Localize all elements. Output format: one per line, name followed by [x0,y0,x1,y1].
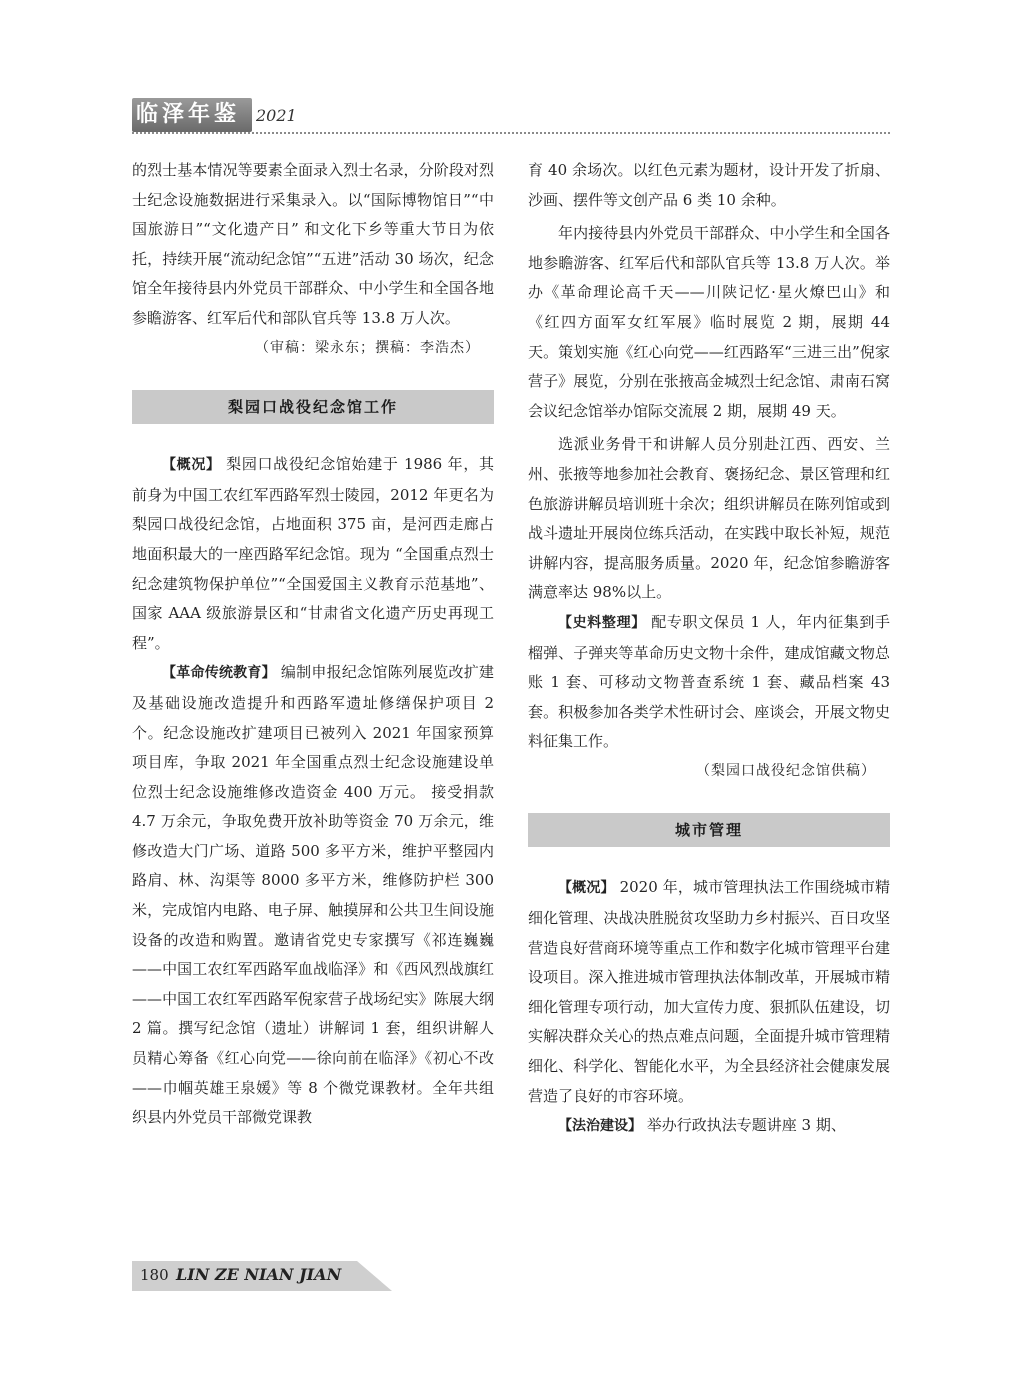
paragraph-lead: 【概况】 [558,880,615,897]
paragraph: 育 40 余场次。以红色元素为题材，设计开发了折扇、沙画、摆件等文创产品 6 类 10 余种。 [528,161,890,209]
paragraph-lead: 【革命传统教育】 [162,665,276,682]
paragraph-lead: 【史料整理】 [558,614,646,631]
paragraph: 年内接待县内外党员干部群众、中小学生和全国各地参瞻游客、红军后代和部队官兵等 13.8 万人次。举办《革命理论高千天——川陕记忆·星火燎巴山》和《红四方面军女红军展》临时展览 2 期，展期 44 天。策划实施《红心向党——红西路军“三进三出”倪家营子》展览，分别在张掖高金城烈士纪念馆、肃南石窝会议纪念馆举办馆际交流展 2 期，展期 49 天。 [528,224,890,420]
header-year: 2021 [256,106,297,125]
paragraph-text: 编制申报纪念馆陈列展览改扩建及基础设施改造提升和西路军遗址修缮保护项目 2 个。纪念设施改扩建项目已被列入 2021 年国家预算项目库，争取 2021 年全国重点烈士纪念设施建设单位烈士纪念设施维修改造资金 400 万元。 接受捐款 4.7 万余元，争取免费开放补助等资金 70 万余元，维修改造大门广场、道路 500 多平方米，维护平整园内路肩、林、沟渠等 8000 多平方米，维修防护栏 300 米，完成馆内电路、电子屏、触摸屏和公共卫生间设施设备的改造和购置。邀请省党史专家撰写《祁连巍巍——中国工农红军西路军血战临泽》和《西风烈战旗红——中国工农红军西路军倪家营子战场纪实》陈展大纲 2 篇。撰写纪念馆（遗址）讲解词 1 套，组织讲解人员精心筹备《红心向党——徐向前在临泽》《初心不改——巾帼英雄王泉媛》等 8 个微党课教材。全年共组织县内外党员干部微党课教 [132,663,494,1127]
paragraph: 选派业务骨干和讲解人员分别赴江西、西安、兰州、张掖等地参加社会教育、褒扬纪念、景区管理和红色旅游讲解员培训班十余次；组织讲解员在陈列馆或到战斗遗址开展岗位练兵活动，在实践中取长补短，规范讲解内容，提高服务质量。2020 年，纪念馆参瞻游客满意率达 98%以上。 [528,435,890,602]
paragraph-text: 2020 年，城市管理执法工作围绕城市精细化管理、决战决胜脱贫攻坚助力乡村振兴、百日攻坚营造良好营商环境等重点工作和数字化城市管理平台建设项目。深入推进城市管理执法体制改革，开展城市精细化管理专项行动，加大宣传力度、狠抓队伍建设，切实解决群众关心的热点难点问题，全面提升城市管理精细化、科学化、智能化水平，为全县经济社会健康发展营造了良好的市容环境。 [528,878,890,1105]
paragraph [528,1111,890,1142]
section-heading: 梨园口战役纪念馆工作 [132,390,494,424]
paragraph [528,608,890,757]
paragraph-text: 举办行政执法专题讲座 3 期、 [642,1116,846,1135]
paragraph [132,658,494,1133]
paragraph [132,450,494,658]
author-credit: （梨园口战役纪念馆供稿） [696,762,876,779]
paragraph-lead: 【概况】 [162,457,221,474]
paragraph: 的烈士基本情况等要素全面录入烈士名录，分阶段对烈士纪念设施数据进行采集录入。以“国际博物馆日”“中国旅游日”“文化遗产日” 和文化下乡等重大节日为依托，持续开展“流动纪念馆”“五进”活动 30 场次，纪念馆全年接待县内外党员干部群众、中小学生和全国各地参瞻游客、红军后代和部队官兵等 13.8 万人次。 [132,161,494,327]
journal-name: LIN ZE NIAN JIAN [176,1265,342,1284]
paragraph-lead: 【法治建设】 [558,1118,642,1135]
right-column [528,156,890,1142]
page-number: 180 [140,1266,169,1284]
page-footer [132,1261,392,1291]
paragraph-text: 配专职文保员 1 人，年内征集到手榴弹、子弹夹等革命历史文物十余件，建成馆藏文物总账 1 套、可移动文物普查系统 1 套、藏品档案 43 套。积极参加各类学术性研讨会、座谈会，开展文物史料征集工作。 [528,612,890,751]
paragraph-text: 梨园口战役纪念馆始建于 1986 年，其前身为中国工农红军西路军烈士陵园，2012 年更名为梨园口战役纪念馆，占地面积 375 亩，是河西走廊占地面积最大的一座西路军纪念馆。现为 “全国重点烈士纪念建筑物保护单位”“全国爱国主义教育示范基地”、国家 AAA 级旅游景区和“甘肃省文化遗产历史再现工程”。 [132,455,494,652]
paragraph [528,873,890,1111]
header-divider [132,132,890,134]
author-credit: （审稿：梁永东；撰稿：李浩杰） [255,339,480,356]
yearbook-logo: 临泽年鉴 [132,98,252,132]
page-header [132,92,890,138]
left-column [132,156,494,1133]
section-heading: 城市管理 [528,813,890,847]
